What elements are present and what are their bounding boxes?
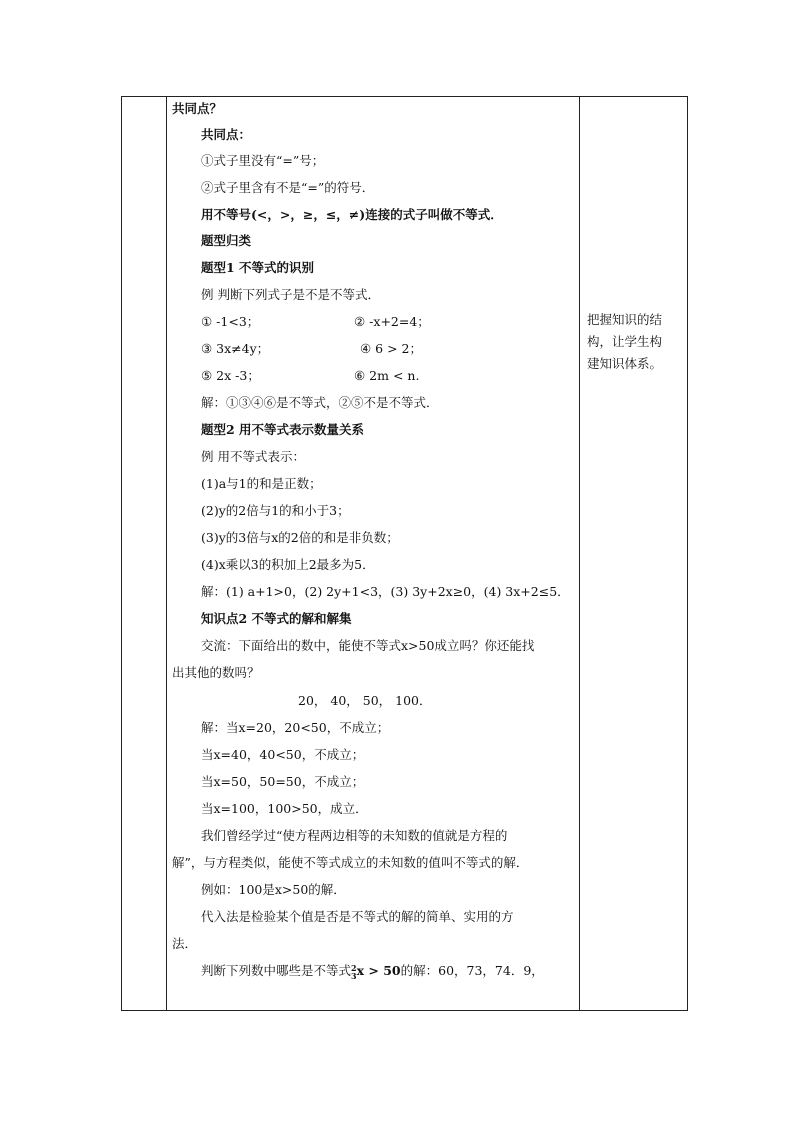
note-line: 构，让学生构 [587,334,663,349]
text-line: (1)a与1的和是正数； [201,476,322,491]
example-item: ③ 3x≠4y； [201,341,270,356]
example-item: ⑥ 2m < n. [354,368,420,383]
text-line: (3)y的3倍与x的2倍的和是非负数； [201,530,399,545]
section-heading: 题型1 不等式的识别 [201,260,315,275]
text-line: 法． [172,936,198,951]
text-line: ①式子里没有“=”号； [201,153,325,168]
section-heading: 题型归类 [201,233,252,248]
text-line: 共同点？ [172,101,223,116]
inequality: x > 50 [356,963,401,978]
text-line: (2)y的2倍与1的和小于3； [201,503,350,518]
answer-line: 解：当x=20，20<50，不成立； [201,720,390,735]
exercise-text: 判断下列数中哪些是不等式 [201,963,352,978]
section-heading: 知识点2 不等式的解和解集 [201,611,352,626]
exercise-line [201,963,544,980]
lesson-table [121,96,688,1011]
example-line: 例 判断下列式子是不是不等式． [201,287,380,302]
answer-line: 当x=100，100>50，成立． [201,801,368,816]
fraction-numerator: 2 [351,962,357,973]
answer-line: 解：(1) a+1>0，(2) 2y+1<3，(3) 3y+2x≥0，(4) 3x+2≤5． [201,584,570,599]
section-heading: 题型2 用不等式表示数量关系 [201,422,365,437]
text-line: 解”，与方程类似，能使不等式成立的未知数的值叫不等式的解． [172,855,529,870]
column-divider-left [166,97,167,1010]
answer-line: 当x=40，40<50，不成立； [201,747,365,762]
text-line: ②式子里含有不是“=”的符号． [201,180,375,195]
column-divider-right [579,97,580,1010]
example-item: ④ 6 > 2； [360,341,423,356]
answer-line: 当x=50，50=50，不成立； [201,774,365,789]
text-line: 出其他的数吗？ [172,665,260,680]
example-item: ① -1<3； [201,314,260,329]
note-line: 建知识体系。 [587,356,663,371]
exercise-text: 的解：60，73，74．9， [400,963,544,978]
text-line: (4)x乘以3的积加上2最多为5． [201,557,375,572]
definition-line: 用不等号(<，>，≥，≤，≠)连接的式子叫做不等式． [201,207,503,222]
fraction-denominator: 3 [351,970,357,981]
text-line: 例如：100是x>50的解． [201,882,346,897]
example-item: ② -x+2=4； [354,314,430,329]
example-line: 例 用不等式表示： [201,449,305,464]
design-intent-note [587,309,687,375]
example-item: ⑤ 2x -3； [201,368,260,383]
answer-line: 解：①③④⑥是不等式，②⑤不是不等式． [201,395,439,410]
text-line: 我们曾经学过“使方程两边相等的未知数的值就是方程的 [201,828,508,843]
note-line: 把握知识的结 [587,312,663,327]
text-line: 交流：下面给出的数中，能使不等式x>50成立吗？你还能找 [201,638,535,653]
text-line: 共同点： [201,127,252,142]
number-list: 20， 40， 50， 100． [298,693,432,708]
text-line: 代入法是检验某个值是否是不等式的解的简单、实用的方 [201,909,514,924]
